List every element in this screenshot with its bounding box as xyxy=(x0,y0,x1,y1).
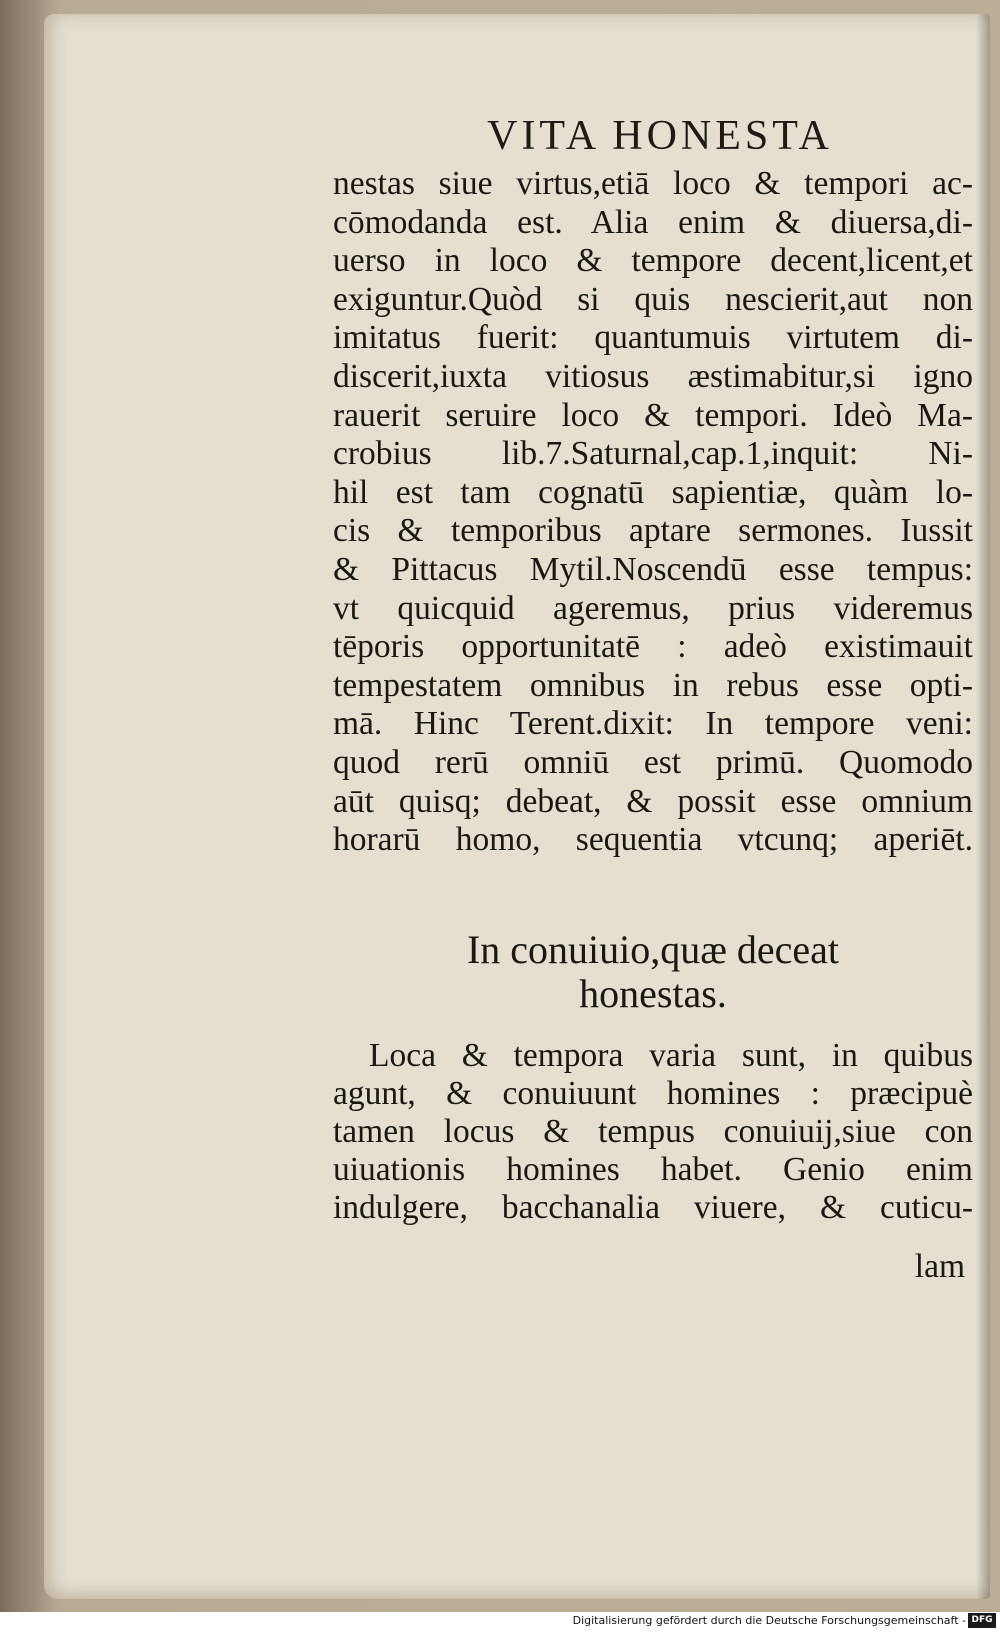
text-line: vt quicquid ageremus, prius videremus xyxy=(333,589,973,627)
text-line: quod rerū omniū est primū. Quomodo xyxy=(333,743,973,781)
body-text xyxy=(333,165,973,860)
text-line: indulgere, bacchanalia viuere, & cuticu- xyxy=(333,1189,973,1226)
text-line: & Pittacus Mytil.Noscendū esse tempus: xyxy=(333,550,973,588)
text-line: aūt quisq; debeat, & possit esse omnium xyxy=(333,782,973,820)
section-text xyxy=(333,1037,973,1227)
heading-line: honestas. xyxy=(579,971,727,1016)
dfg-logo: DFG xyxy=(968,1613,996,1628)
text-line: hil est tam cognatū sapientiæ, quàm lo- xyxy=(333,473,973,511)
page-edge-shadow xyxy=(976,14,990,1599)
section-heading xyxy=(333,928,973,1016)
heading-line: In conuiuio,quæ deceat xyxy=(466,927,840,972)
text-line: uiuationis homines habet. Genio enim xyxy=(333,1151,973,1188)
text-line: tempestatem omnibus in rebus esse opti- xyxy=(333,666,973,704)
text-line: tēporis opportunitatē : adeò existimauit xyxy=(333,628,973,666)
digitization-credit: Digitalisierung gefördert durch die Deutsche Forschungsgemeinschaft - xyxy=(572,1614,966,1627)
running-head: VITA HONESTA xyxy=(487,113,833,159)
text-line: nestas siue virtus,etiā loco & tempori ac- xyxy=(333,165,973,202)
text-line: cis & temporibus aptare sermones. Iussit xyxy=(333,512,973,550)
text-line: rauerit seruire loco & tempori. Ideò Ma- xyxy=(333,396,973,434)
catchword: lam xyxy=(914,1248,965,1285)
text-line: crobius lib.7.Saturnal,cap.1,inquit: Ni- xyxy=(333,435,973,473)
text-line: mā. Hinc Terent.dixit: In tempore veni: xyxy=(333,705,973,743)
text-line: Loca & tempora varia sunt, in quibus xyxy=(369,1037,973,1074)
text-line: uerso in loco & tempore decent,licent,et xyxy=(333,242,973,280)
text-line: cōmodanda est. Alia enim & diuersa,di- xyxy=(333,203,973,241)
text-line: discerit,iuxta vitiosus æstimabitur,si igno xyxy=(333,357,973,395)
text-line: tamen locus & tempus conuiuij,siue con xyxy=(333,1113,973,1150)
text-line: imitatus fuerit: quantumuis virtutem di- xyxy=(333,319,973,357)
text-line: horarū homo, sequentia vtcunq; aperiēt. xyxy=(333,821,973,859)
text-line: exiguntur.Quòd si quis nescierit,aut non xyxy=(333,280,973,318)
text-line: agunt, & conuiuunt homines : præcipuè xyxy=(333,1075,973,1112)
